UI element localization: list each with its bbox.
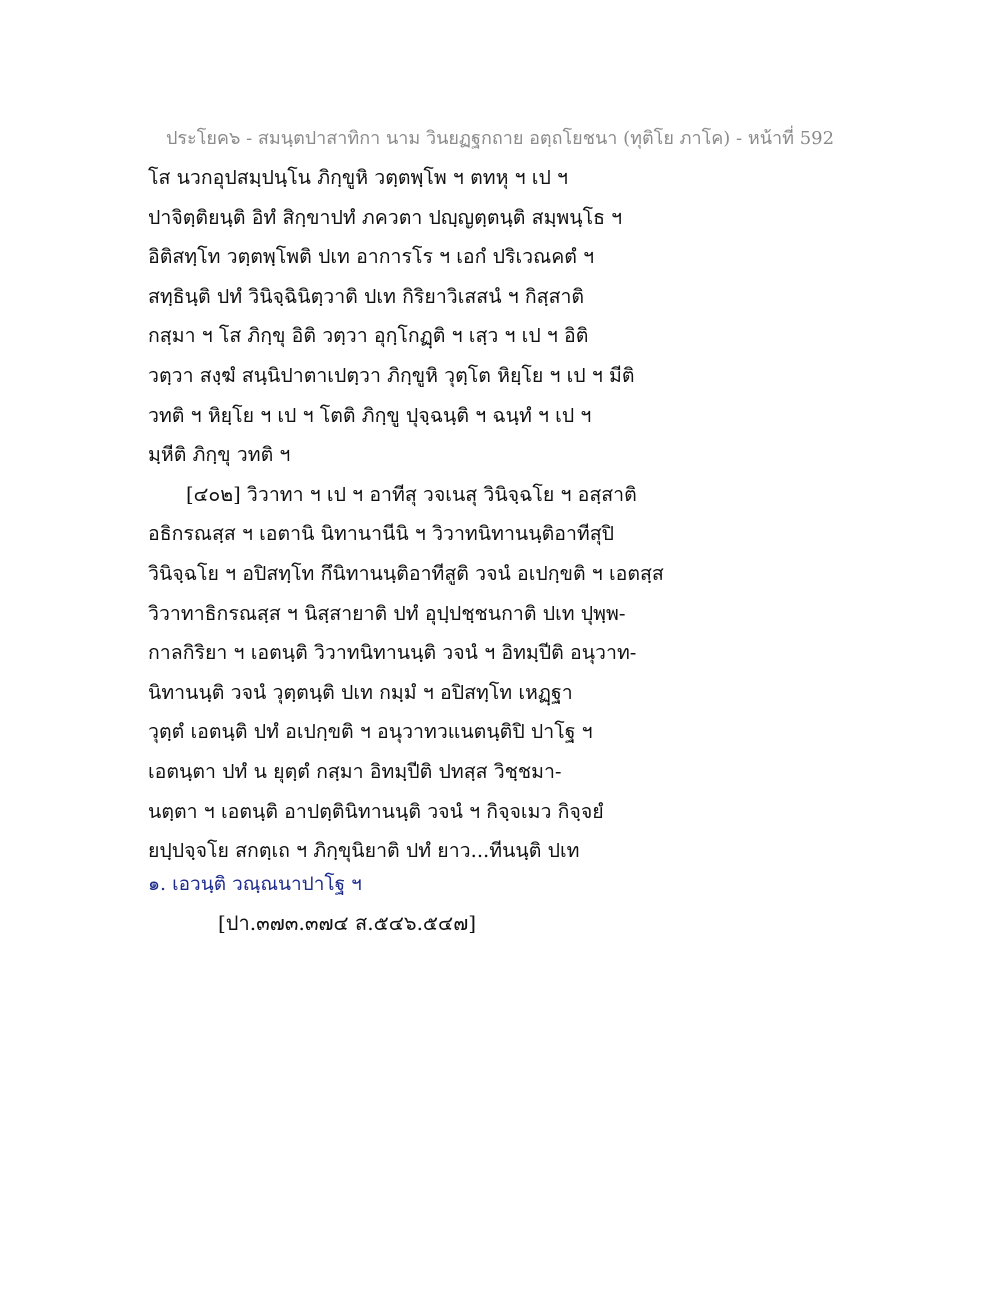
text-line: สทฺธินฺติ ปทํ วินิจฺฉินิตฺวาติ ปเท กิริยาวิเสสนํ ฯ กิสฺสาติ	[148, 284, 585, 308]
text-line: นตฺตา ฯ เอตนฺติ อาปตฺตินิทานนฺติ วจนํ ฯ กิจฺจเมว กิจฺจยํ	[148, 799, 604, 823]
paragraph-start-line: [๔๐๒] วิวาทา ฯ เป ฯ อาทีสุ วจเนสุ วินิจฺฉโย ฯ อสฺสาติ	[186, 482, 637, 506]
text-line: อธิกรณสฺส ฯ เอตานิ นิทานานีนิ ฯ วิวาทนิทานนฺติอาทีสุปิ	[148, 522, 615, 546]
text-line: อิติสทฺโท วตฺตพฺโพติ ปเท อาการโร ฯ เอกํ ปริเวณคตํ ฯ	[148, 245, 595, 269]
text-line: เอตนฺตา ปทํ น ยุตฺตํ กสฺมา อิทมฺปีติ ปทสฺส วิชฺชมา-	[148, 759, 562, 783]
text-line: วินิจฺฉโย ฯ อปิสทฺโท กึนิทานนฺติอาทีสูติ วจนํ อเปกฺขติ ฯ เอตสฺส	[148, 561, 664, 585]
page-header: ประโยค๖ - สมนฺตปาสาทิกา นาม วินยฏฐกถาย อตฺถโยชนา (ทุติโย ภาโค) - หน้าที่ 592	[165, 128, 835, 149]
text-line: โส นวกอุปสมฺปนฺโน ภิกฺขูหิ วตฺตพฺโพ ฯ ตทหุ ฯ เป ฯ	[148, 166, 568, 189]
text-line: วตฺวา สงฺฆํ สนฺนิปาตาเปตฺวา ภิกฺขูหิ วุตฺโต หิยฺโย ฯ เป ฯ มีติ	[148, 363, 635, 387]
text-line: วุตฺตํ เอตนฺติ ปทํ อเปกฺขติ ฯ อนุวาทวแนตนฺติปิ ปาโฐ ฯ	[148, 720, 593, 744]
page-reference: [ปา.๓๗๓.๓๗๔ ส.๕๔๖.๕๔๗]	[218, 911, 477, 935]
text-line: กาลกิริยา ฯ เอตนฺติ วิวาทนิทานนฺติ วจนํ ฯ อิทมฺปีติ อนุวาท-	[148, 641, 637, 665]
text-line: วิวาทาธิกรณสฺส ฯ นิสฺสายาติ ปทํ อุปฺปชฺชนกาติ ปเท ปุพฺพ-	[148, 601, 626, 625]
main-text	[148, 158, 708, 871]
footnote: ๑. เอวนฺติ วณฺณนาปาโฐ ฯ	[148, 873, 362, 895]
text-line: ปาจิตฺติยนฺติ อิทํ สิกฺขาปทํ ภควตา ปญฺญตฺตนฺติ สมฺพนฺโธ ฯ	[148, 205, 623, 229]
text-line: วทติ ฯ หิยฺโย ฯ เป ฯ โตติ ภิกฺขู ปุจฺฉนฺติ ฯ ฉนฺทํ ฯ เป ฯ	[148, 403, 592, 427]
text-line: นิทานนฺติ วจนํ วุตฺตนฺติ ปเท กมฺมํ ฯ อปิสทฺโท เหฏฺฐา	[148, 680, 573, 704]
text-line: มฺหีติ ภิกฺขุ วทติ ฯ	[148, 443, 291, 467]
text-line: กสฺมา ฯ โส ภิกฺขุ อิติ วตฺวา อุกฺโกฏฺติ ฯ เสฺว ฯ เป ฯ อิติ	[148, 324, 589, 348]
text-line: ยปฺปจฺจโย สกตฺเถ ฯ ภิกฺขุนิยาติ ปทํ ยาว...ทีนนฺติ ปเท	[148, 839, 580, 863]
